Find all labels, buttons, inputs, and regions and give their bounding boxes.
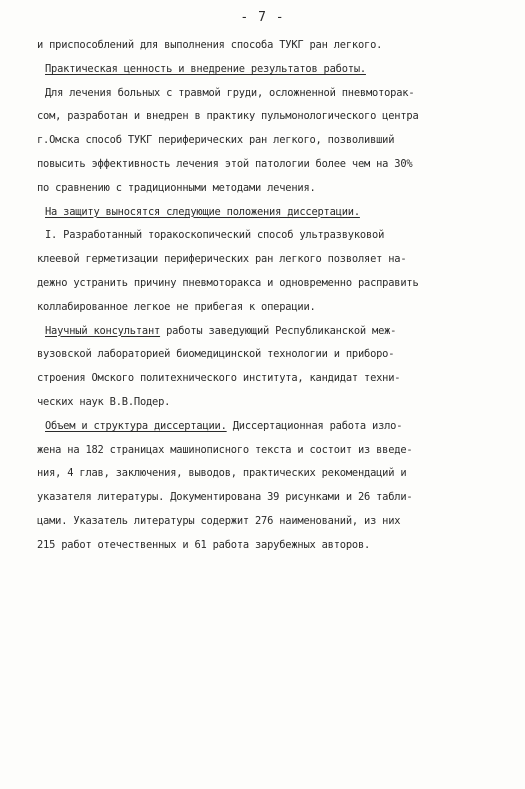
underlined-heading: Научный консультант [45, 324, 161, 337]
document-body [37, 34, 497, 558]
text-line: указателя литературы. Документирована 39 рисунками и 26 табли- [37, 491, 413, 504]
text-line [37, 320, 497, 344]
text-line: строения Омского политехнического института, кандидат техни- [37, 372, 401, 385]
text-line [37, 58, 497, 82]
text-line: 215 работ отечественных и 61 работа зарубежных авторов. [37, 538, 371, 551]
text-line: вузовской лабораторией биомедицинской технологии и приборо- [37, 348, 395, 361]
text-line: I. Разработанный торакоскопический способ ультразвуковой [45, 229, 385, 242]
text-line [37, 415, 497, 439]
line-text: работы заведующий Республиканской меж- [160, 324, 397, 337]
text-line: коллабированное легкое не прибегая к операции. [37, 300, 316, 313]
text-line: г.Омска способ ТУКГ периферических ран легкого, позволивший [37, 134, 395, 147]
text-line: по сравнению с традиционными методами лечения. [37, 181, 316, 194]
text-line: ческих наук В.В.Подер. [37, 395, 171, 408]
page-number: - 7 - [240, 10, 285, 25]
text-line [37, 201, 497, 225]
underlined-heading: Практическая ценность и внедрение результатов работы. [45, 62, 366, 75]
line-text: Диссертационная работа изло- [226, 419, 403, 432]
text-line: клеевой герметизации периферических ран легкого позволяет на- [37, 253, 407, 266]
text-line: дежно устранить причину пневмоторакса и одновременно расправить [37, 276, 419, 289]
text-line: сом, разработан и внедрен в практику пульмонологического центра [37, 110, 419, 123]
underlined-heading: На защиту выносятся следующие положения диссертации. [45, 205, 360, 218]
text-line: ния, 4 глав, заключения, выводов, практических рекомендаций и [37, 467, 407, 480]
text-line: повысить эффективность лечения этой патологии более чем на 30% [37, 157, 413, 170]
text-line: цами. Указатель литературы содержит 276 наименований, из них [37, 514, 401, 527]
text-line: жена на 182 страницах машинописного текста и состоит из введе- [37, 443, 413, 456]
underlined-heading: Объем и структура диссертации. [45, 419, 227, 432]
text-line: и приспособлений для выполнения способа ТУКГ ран легкого. [37, 39, 383, 51]
text-line: Для лечения больных с травмой груди, осложненной пневмоторак- [45, 86, 415, 99]
